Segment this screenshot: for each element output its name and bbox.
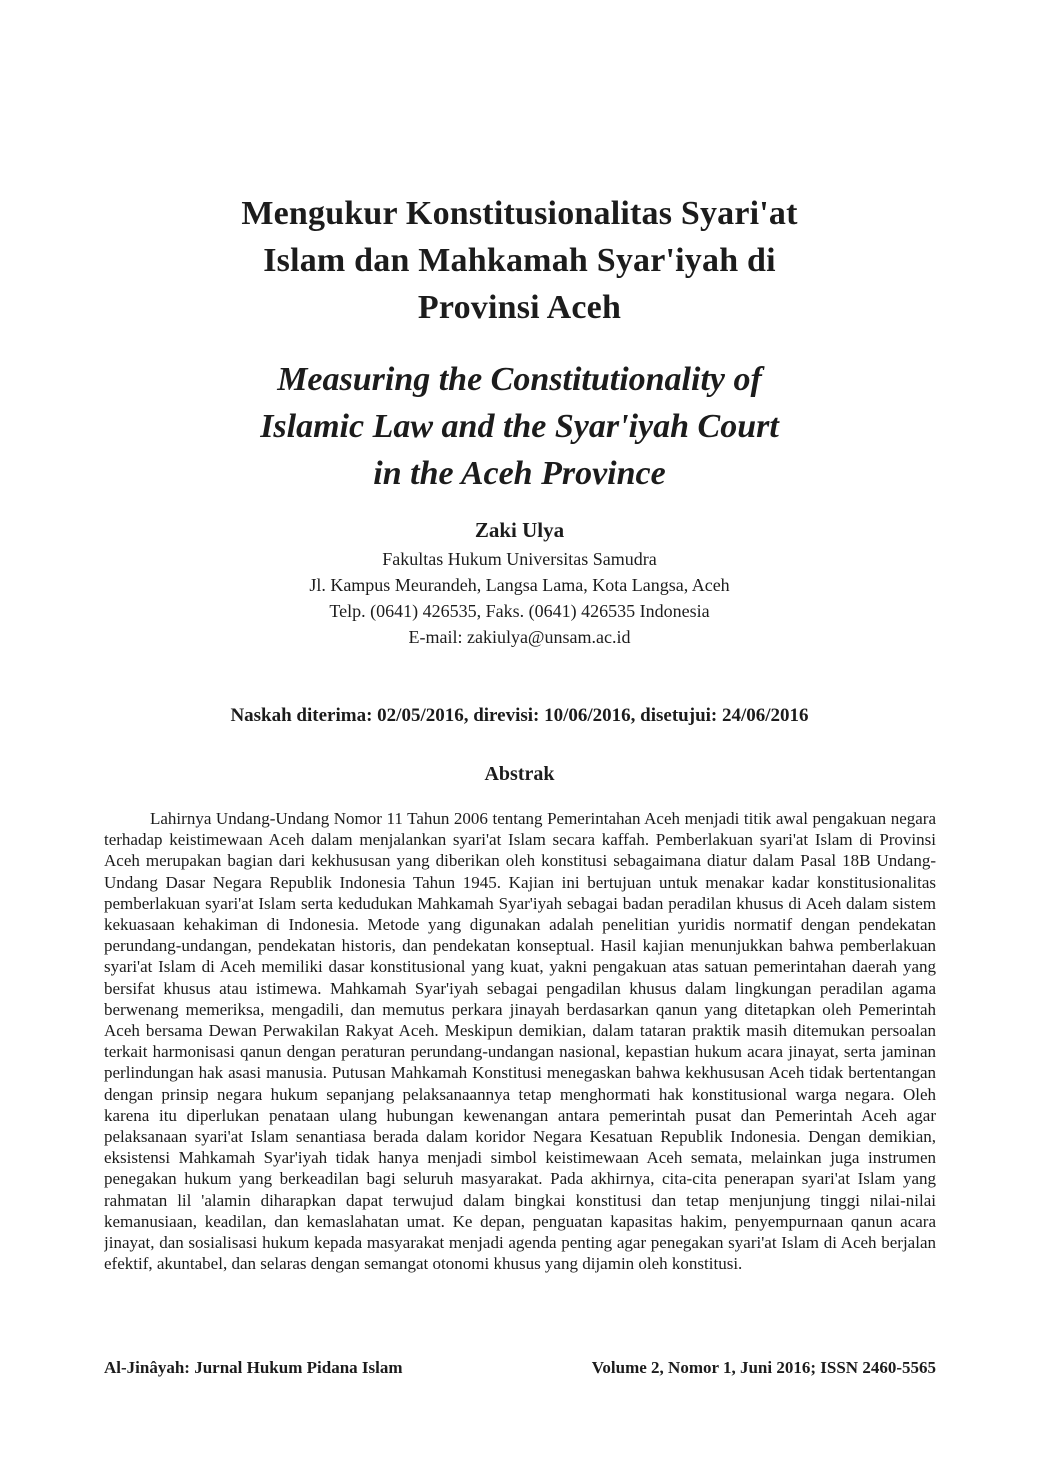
submission-history: Naskah diterima: 02/05/2016, direvisi: 10/06/2016, disetujui: 24/06/2016 [230, 705, 809, 726]
author-block [0, 514, 1039, 650]
footer-journal-name: Al-Jinâyah: Jurnal Hukum Pidana Islam [104, 1358, 403, 1377]
article-title-indonesian [0, 190, 1039, 331]
article-title-english [0, 356, 1039, 497]
subtitle-line-1: Measuring the Constitutionality of [277, 361, 762, 398]
title-line-1: Mengukur Konstitusionalitas Syari'at [241, 195, 798, 232]
page-footer [104, 1356, 936, 1380]
author-address-line-2: Telp. (0641) 426535, Faks. (0641) 426535 Indonesia [329, 601, 710, 621]
author-name: Zaki Ulya [474, 518, 565, 542]
abstract-body: Lahirnya Undang-Undang Nomor 11 Tahun 2006 tentang Pemerintahan Aceh menjadi titik awal pengakuan negara terhadap keistimewaan Aceh dalam menjalankan syari'at Islam secara kaffah. Pemberlakuan syari'at Islam di Provinsi Aceh merupakan bagian dari kekhususan yang diberikan oleh konstitusi sebagaimana diatur dalam Pasal 18B Undang-Undang Dasar Negara Republik Indonesia Tahun 1945. Kajian ini bertujuan untuk menakar kadar konstitusionalitas pemberlakuan syari'at Islam serta kedudukan Mahkamah Syar'iyah sebagai badan peradilan khusus di Aceh dalam sistem kekuasaan kehakiman di Indonesia. Metode yang digunakan adalah penelitian yuridis normatif dengan pendekatan perundang-undangan, pendekatan historis, dan pendekatan konseptual. Hasil kajian menunjukkan bahwa pemberlakuan syari'at Islam di Aceh memiliki dasar konstitusional yang kuat, yakni pengakuan atas satuan pemerintahan daerah yang bersifat khusus atau istimewa. Mahkamah Syar'iyah sebagai pengadilan khusus dalam lingkungan peradilan agama berwenang memeriksa, mengadili, dan memutus perkara jinayah berdasarkan qanun yang ditetapkan oleh Pemerintah Aceh bersama Dewan Perwakilan Rakyat Aceh. Meskipun demikian, dalam tataran praktik masih ditemukan persoalan terkait harmonisasi qanun dengan peraturan perundang-undangan nasional, kepastian hukum acara jinayat, serta jaminan perlindungan hak asasi manusia. Putusan Mahkamah Konstitusi menegaskan bahwa kekhususan Aceh tidak bertentangan dengan prinsip negara hukum sepanjang pelaksanaannya tetap menghormati hak konstitusional warga negara. Oleh karena itu diperlukan penataan ulang hubungan kewenangan antara pemerintah pusat dan Pemerintah Aceh agar pelaksanaan syari'at Islam senantiasa berada dalam koridor Negara Kesatuan Republik Indonesia. Dengan demikian, eksistensi Mahkamah Syar'iyah tidak hanya menjadi simbol keistimewaan Aceh semata, melainkan juga instrumen penegakan hukum yang berkeadilan bagi seluruh masyarakat. Pada akhirnya, cita-cita penerapan syari'at Islam yang rahmatan lil 'alamin diharapkan dapat terwujud dalam bingkai konstitusi dan tetap menjunjung tinggi nilai-nilai kemanusiaan, keadilan, dan kemaslahatan umat. Ke depan, penguatan kapasitas hakim, penyempurnaan qanun acara jinayat, dan sosialisasi hukum kepada masyarakat menjadi agenda penting agar penegakan syari'at Islam di Aceh berjalan efektif, akuntabel, dan selaras dengan semangat otonomi khusus yang dijamin oleh konstitusi. [104, 809, 936, 1274]
footer-issue-info: Volume 2, Nomor 1, Juni 2016; ISSN 2460-5565 [591, 1358, 936, 1377]
title-line-3: Provinsi Aceh [417, 289, 622, 326]
author-email: E-mail: zakiulya@unsam.ac.id [408, 627, 631, 647]
author-address-line-1: Jl. Kampus Meurandeh, Langsa Lama, Kota Langsa, Aceh [309, 575, 730, 595]
subtitle-line-3: in the Aceh Province [373, 455, 666, 492]
title-line-2: Islam dan Mahkamah Syar'iyah di [263, 242, 776, 279]
author-affiliation: Fakultas Hukum Universitas Samudra [382, 549, 657, 569]
abstract-heading: Abstrak [484, 763, 555, 785]
subtitle-line-2: Islamic Law and the Syar'iyah Court [260, 408, 779, 445]
